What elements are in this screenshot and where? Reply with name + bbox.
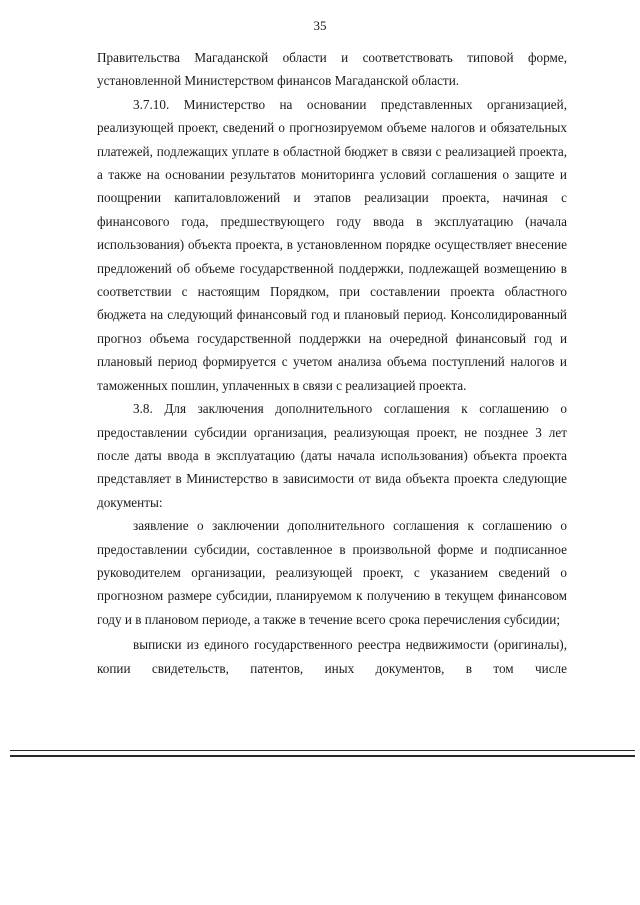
list-item-extracts: выписки из единого государственного реестра недвижимости (оригиналы), копии свидетельств, патентов, иных документов, в том числе — [97, 637, 567, 676]
footer-rule-thin — [10, 750, 635, 751]
paragraph-continuation: Правительства Магаданской области и соответствовать типовой форме, установленной Министерством финансов Магаданской области. — [97, 50, 567, 89]
paragraph-3-8: 3.8. Для заключения дополнительного соглашения к соглашению о предоставлении субсидии организация, реализующая проект, не позднее 3 лет после даты ввода в эксплуатацию (даты начала использования) объекта проекта представляет в Министерство в зависимости от вида объекта проекта следующие документы: — [97, 401, 567, 510]
footer-rule-thick — [10, 755, 635, 757]
document-body — [97, 46, 567, 680]
list-item-application: заявление о заключении дополнительного соглашения к соглашению о предоставлении субсидии, составленное в произвольной форме и подписанное руководителем организации, реализующей проект, с указанием сведений о прогнозном размере субсидии, планируемом к получению в текущем финансовом году и в плановом периоде, а также в течение всего срока перечисления субсидии; — [97, 518, 567, 627]
page-number: 35 — [313, 18, 327, 33]
paragraph-3-7-10: 3.7.10. Министерство на основании представленных организацией, реализующей проект, сведений о прогнозируемом объеме налогов и обязательных платежей, подлежащих уплате в областной бюджет в связи с реализацией проекта, а также на основании результатов мониторинга условий соглашения о защите и поощрении капиталовложений и этапов реализации проекта, начиная с финансового года, предшествующего году ввода в эксплуатацию (начала использования) объекта проекта, в установленном порядке осуществляет внесение предложений об объеме государственной поддержки, подлежащей возмещению в соответствии с настоящим Порядком, при составлении проекта областного бюджета на следующий финансовый год и плановый период. Консолидированный прогноз объема государственной поддержки на очередной финансовый год и плановый период формируется с учетом анализа объема поступлений налогов и таможенных пошлин, уплаченных в связи с реализацией проекта. — [97, 96, 567, 393]
